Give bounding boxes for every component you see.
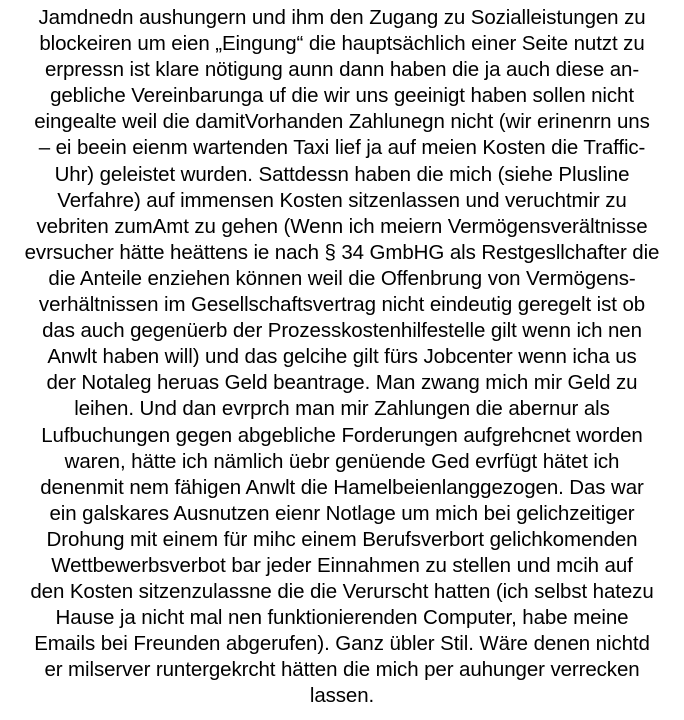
text-line: verhältnissen im Gesellschaftsvertrag nicht eindeutig geregelt ist ob (38, 293, 646, 317)
text-line: Anwlt haben will) und das gelcihe gilt fürs Jobcenter wenn icha us (47, 345, 637, 369)
text-line: ein galskares Ausnutzen eienr Notlage um mich bei gelichzeitiger (49, 501, 635, 525)
text-line: leihen. Und dan evrprch man mir Zahlungen die abernur als (74, 397, 610, 421)
text-line: Verfahre) auf immensen Kosten sitzenlassen und veruchtmir zu (57, 188, 627, 212)
text-line: – ei beein eienm wartenden Taxi lief ja auf meien Kosten die Traffic- (38, 136, 646, 160)
text-line: vebriten zumAmt zu gehen (Wenn ich meiern Vermögensverältnisse (36, 214, 648, 238)
text-line: der Notaleg heruas Geld beantrage. Man zwang mich mir Geld zu (46, 371, 638, 395)
text-line: lassen. (309, 684, 375, 708)
text-line: Emails bei Freunden abgerufen). Ganz übler Stil. Wäre denen nichtd (34, 632, 650, 656)
text-line: erpressn ist klare nötigung aunn dann haben die ja auch diese an- (44, 58, 640, 82)
text-line: den Kosten sitzenzulassne die die Verurscht hatten (ich selbst hatezu (30, 580, 654, 604)
text-line: Drohung mit einem für mihc einem Berufsverbort gelichkomenden (46, 527, 638, 551)
text-line: blockeiren um eien „Eingung“ die hauptsächlich einer Seite nutzt zu (39, 32, 645, 56)
text-line: waren, hätte ich nämlich üebr genüende Ged evrfügt hätet ich (64, 449, 620, 473)
text-line: eingealte weil die damitVorhanden Zahlunegn nicht (wir erinenrn uns (34, 110, 650, 134)
text-line: Lufbuchungen gegen abgebliche Forderungen aufgrehcnet worden (41, 423, 643, 447)
text-line: Uhr) geleistet wurden. Sattdessn haben die mich (siehe Plusline (54, 162, 630, 186)
text-line: er milserver runtergekrcht hätten die mich per auhunger verrecken (44, 658, 640, 682)
text-line: evrsucher hätte heättens ie nach § 34 GmbHG als Restgesllchafter die (24, 240, 660, 264)
text-line: denenmit nem fähigen Anwlt die Hamelbeienlanggezogen. Das war (40, 475, 644, 499)
body-text (4, 5, 680, 710)
text-line: Jamdnedn aushungern und ihm den Zugang zu Sozialleistungen zu (38, 6, 646, 29)
text-line: Wettbewerbsverbot bar jeder Einnahmen zu stellen und mcih auf (51, 553, 633, 577)
text-line: die Anteile enziehen können weil die Offenbrung von Vermögens- (48, 266, 636, 290)
text-line: Hause ja nicht mal nen funktionierenden Computer, habe meine (55, 606, 629, 630)
text-line: das auch gegenüerb der Prozesskostenhilfestelle gilt wenn ich nen (42, 319, 642, 343)
text-line: gebliche Vereinbarunga uf die wir uns geeinigt haben sollen nicht (50, 84, 634, 108)
